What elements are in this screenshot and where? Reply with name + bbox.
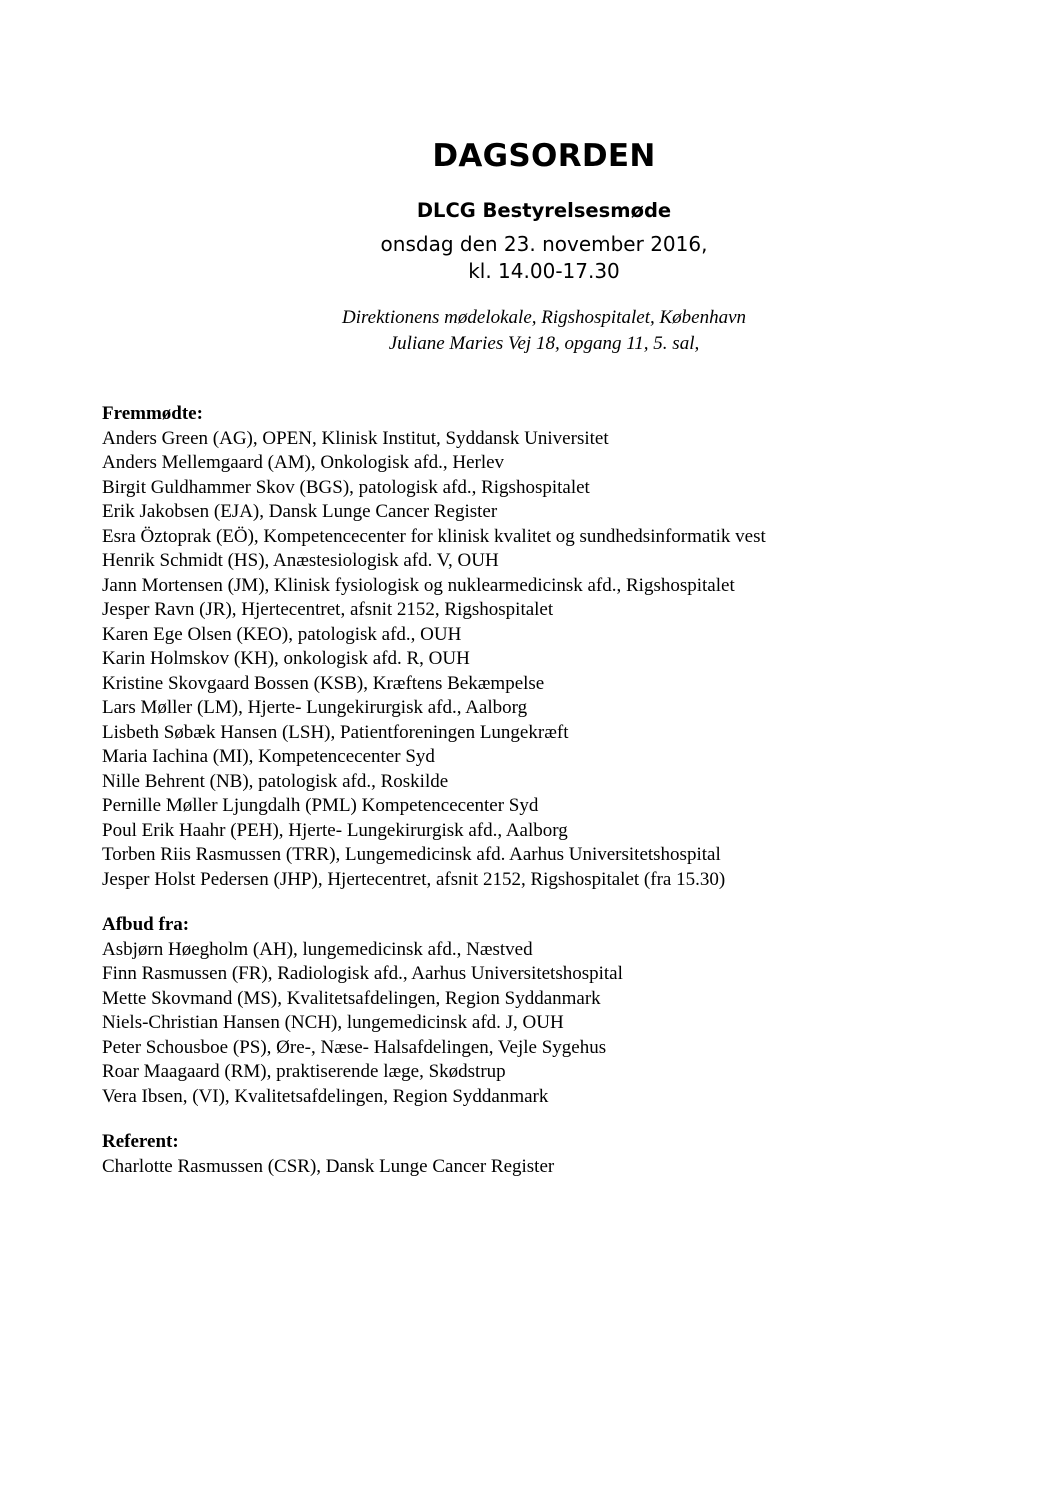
referent-list <box>102 1155 1002 1180</box>
meeting-datetime <box>300 231 788 285</box>
list-item: Anders Green (AG), OPEN, Klinisk Institut, Syddansk Universitet <box>102 427 609 449</box>
list-item: Poul Erik Haahr (PEH), Hjerte- Lungekirurgisk afd., Aalborg <box>102 819 568 841</box>
list-item: Niels-Christian Hansen (NCH), lungemedicinsk afd. J, OUH <box>102 1012 564 1033</box>
absentees-section <box>102 913 1002 1109</box>
list-item: Birgit Guldhammer Skov (BGS), patologisk afd., Rigshospitalet <box>102 476 590 498</box>
list-item: Pernille Møller Ljungdalh (PML) Kompetencecenter Syd <box>102 795 539 816</box>
list-item: Charlotte Rasmussen (CSR), Dansk Lunge Cancer Register <box>102 1155 555 1177</box>
list-item: Nille Behrent (NB), patologisk afd., Roskilde <box>102 770 449 792</box>
list-item: Lisbeth Søbæk Hansen (LSH), Patientforeningen Lungekræft <box>102 721 569 743</box>
list-item: Kristine Skovgaard Bossen (KSB), Kræftens Bekæmpelse <box>102 672 545 694</box>
list-item: Esra Öztoprak (EÖ), Kompetencecenter for klinisk kvalitet og sundhedsinformatik vest <box>102 525 766 547</box>
list-item: Mette Skovmand (MS), Kvalitetsafdelingen, Region Syddanmark <box>102 987 601 1009</box>
list-item: Karin Holmskov (KH), onkologisk afd. R, OUH <box>102 648 470 669</box>
list-item: Karen Ege Olsen (KEO), patologisk afd., OUH <box>102 623 462 645</box>
list-item: Maria Iachina (MI), Kompetencecenter Syd <box>102 746 435 767</box>
page-title: DAGSORDEN <box>432 138 656 174</box>
location-address: Juliane Maries Vej 18, opgang 11, 5. sal, <box>388 333 700 354</box>
absentees-heading: Afbud fra: <box>102 914 190 935</box>
meeting-location <box>300 305 788 357</box>
list-item: Torben Riis Rasmussen (TRR), Lungemedicinsk afd. Aarhus Universitetshospital <box>102 844 721 865</box>
meeting-date: onsdag den 23. november 2016, <box>380 232 708 256</box>
attendees-heading: Fremmødte: <box>102 403 203 424</box>
list-item: Peter Schousboe (PS), Øre-, Næse- Halsafdelingen, Vejle Sygehus <box>102 1036 607 1058</box>
location-room: Direktionens mødelokale, Rigshospitalet, København <box>341 307 747 328</box>
attendees-list <box>102 427 1002 893</box>
list-item: Jesper Ravn (JR), Hjertecentret, afsnit 2152, Rigshospitalet <box>102 599 554 620</box>
list-item: Henrik Schmidt (HS), Anæstesiologisk afd. V, OUH <box>102 550 499 571</box>
absentees-list <box>102 938 1002 1110</box>
meeting-time: kl. 14.00-17.30 <box>468 259 620 283</box>
referent-heading: Referent: <box>102 1131 179 1152</box>
list-item: Lars Møller (LM), Hjerte- Lungekirurgisk afd., Aalborg <box>102 697 528 718</box>
meeting-name: DLCG Bestyrelsesmøde <box>416 199 672 222</box>
list-item: Asbjørn Høegholm (AH), lungemedicinsk afd., Næstved <box>102 938 533 960</box>
list-item: Finn Rasmussen (FR), Radiologisk afd., Aarhus Universitetshospital <box>102 963 623 984</box>
list-item: Erik Jakobsen (EJA), Dansk Lunge Cancer Register <box>102 501 498 522</box>
list-item: Jesper Holst Pedersen (JHP), Hjertecentret, afsnit 2152, Rigshospitalet (fra 15.30) <box>102 868 726 890</box>
list-item: Vera Ibsen, (VI), Kvalitetsafdelingen, Region Syddanmark <box>102 1085 549 1107</box>
attendees-section <box>102 402 1002 892</box>
list-item: Jann Mortensen (JM), Klinisk fysiologisk og nuklearmedicinsk afd., Rigshospitalet <box>102 574 735 596</box>
referent-section <box>102 1130 1002 1179</box>
list-item: Roar Maagaard (RM), praktiserende læge, Skødstrup <box>102 1061 506 1082</box>
list-item: Anders Mellemgaard (AM), Onkologisk afd., Herlev <box>102 452 505 473</box>
